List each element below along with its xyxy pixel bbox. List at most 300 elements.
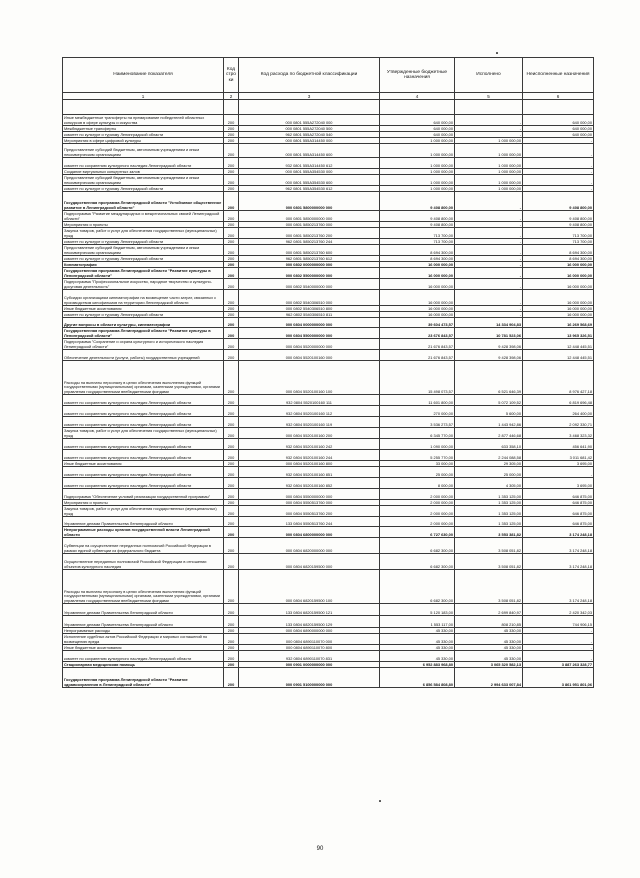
expense-code: 000 0804 6820159500 000: [239, 554, 380, 570]
expense-code: 133 0804 6820159500 129: [239, 616, 380, 628]
column-number: 3: [239, 93, 380, 100]
remaining-amount: 9 408 800,00: [523, 192, 594, 211]
indicator-name: комитет по сохранению культурного наследия Ленинградской области: [63, 417, 224, 428]
indicator-name: Иные бюджетные ассигнования: [63, 306, 224, 312]
line-code: 200: [224, 538, 239, 554]
expense-code: 962 0801 5850213760 244: [239, 239, 380, 245]
remaining-amount: 3 174 248,18: [523, 570, 594, 604]
line-code: 200: [224, 158, 239, 169]
remaining-amount: -: [523, 144, 594, 158]
expense-code: 000 0804 5520100160 000: [239, 350, 380, 361]
executed-amount: 6 521 646,39: [455, 361, 523, 395]
remaining-amount: 9 408 800,00: [523, 211, 594, 222]
indicator-name: комитет по культуре и туризму Ленинградской области: [63, 256, 224, 262]
header-approved: Утвержденные бюджетные назначения: [380, 58, 455, 93]
indicator-name: Предоставление субсидий бюджетным, автономным учреждениям и иным некоммерческим организациям: [63, 245, 224, 256]
executed-amount: -: [455, 211, 523, 222]
executed-amount: 10 781 523,06: [455, 328, 523, 339]
table-row: [63, 527, 594, 538]
table-row: [63, 417, 594, 428]
expense-code: 932 0804 5520100160 112: [239, 406, 380, 417]
line-code: 200: [224, 312, 239, 318]
indicator-name: Создание виртуальных концертных залов: [63, 169, 224, 175]
expense-code: 932 0804 5520100160 111: [239, 395, 380, 406]
line-code: 200: [224, 186, 239, 192]
table-row: [63, 668, 594, 688]
line-code: 200: [224, 115, 239, 126]
approved-amount: 45 330,00: [380, 651, 455, 662]
remaining-amount: 16 000 000,00: [523, 290, 594, 306]
approved-amount: 16 000 000,00: [380, 262, 455, 268]
scan-speck: [496, 52, 498, 54]
executed-amount: -: [455, 306, 523, 312]
indicator-name: комитет по сохранению культурного наследия Ленинградской области: [63, 651, 224, 662]
remaining-amount: -: [523, 186, 594, 192]
approved-amount: 713 700,00: [380, 228, 455, 239]
remaining-amount: -: [523, 645, 594, 651]
expense-code: 000 0801 555A314450 600: [239, 144, 380, 158]
expense-code: 133 0804 6820159500 121: [239, 604, 380, 616]
expense-code: 000 0804 5520000000 000: [239, 339, 380, 350]
expense-code: 000 0804 5550513760 200: [239, 506, 380, 517]
executed-amount: 3 508 051,82: [455, 570, 523, 604]
indicator-name: комитет по культуре и туризму Ленинградской области: [63, 186, 224, 192]
indicator-name: Обеспечение деятельности (услуги, работы) государственных учреждений: [63, 350, 224, 361]
expense-code: 000 0804 0000000000 000: [239, 318, 380, 328]
executed-amount: 1 000 000,00: [455, 158, 523, 169]
expense-code: 000 0802 5540306510 800: [239, 306, 380, 312]
executed-amount: 2 877 446,68: [455, 428, 523, 439]
header-executed: Исполнено: [455, 58, 523, 93]
remaining-amount: 3 174 248,18: [523, 554, 594, 570]
indicator-name: комитет по сохранению культурного наследия Ленинградской области: [63, 439, 224, 450]
expense-code: 962 0801 555A354530 612: [239, 186, 380, 192]
remaining-amount: 16 000 000,00: [523, 306, 594, 312]
approved-amount: 1 000 000,00: [380, 158, 455, 169]
expense-code: 932 0801 555A314450 612: [239, 158, 380, 169]
approved-amount: 2 000 000,00: [380, 506, 455, 517]
expense-code: 000 0901 5100000000 000: [239, 668, 380, 688]
table-row: [63, 651, 594, 662]
approved-amount: 39 604 473,57: [380, 318, 455, 328]
table-row: [63, 361, 594, 395]
expense-code: 000 0804 5550000000 000: [239, 489, 380, 500]
indicator-name: Кинематография: [63, 262, 224, 268]
expense-code: 000 0804 6890000000 000: [239, 628, 380, 634]
approved-amount: 6 682 300,00: [380, 554, 455, 570]
indicator-name: Управление делами Правительства Ленинградской области: [63, 604, 224, 616]
approved-amount: 8 694 300,00: [380, 245, 455, 256]
remaining-amount: 744 906,15: [523, 616, 594, 628]
line-code: 200: [224, 527, 239, 538]
page-number: 90: [316, 846, 324, 852]
approved-amount: 9 408 800,00: [380, 192, 455, 211]
line-code: 200: [224, 439, 239, 450]
indicator-name: комитет по культуре и туризму Ленинградской области: [63, 239, 224, 245]
executed-amount: 5 600,00: [455, 406, 523, 417]
line-code: 200: [224, 662, 239, 668]
approved-amount: 1 553 117,00: [380, 616, 455, 628]
approved-amount: 3 536 273,57: [380, 417, 455, 428]
indicator-name: Стационарная медицинская помощь: [63, 662, 224, 668]
remaining-amount: 3 468 323,32: [523, 428, 594, 439]
expense-code: 000 0801 555A354530 600: [239, 175, 380, 186]
line-code: 200: [224, 651, 239, 662]
executed-amount: 45 330,00: [455, 645, 523, 651]
expense-code: 000 0804 6800000000 000: [239, 527, 380, 538]
approved-amount: 16 000 000,00: [380, 312, 455, 318]
remaining-amount: 3 011 681,42: [523, 450, 594, 461]
executed-amount: 3 508 051,82: [455, 554, 523, 570]
line-code: 200: [224, 428, 239, 439]
remaining-amount: 264 400,00: [523, 406, 594, 417]
executed-amount: 45 330,00: [455, 628, 523, 634]
table-row: [63, 268, 594, 279]
remaining-amount: 16 000 000,00: [523, 268, 594, 279]
line-code: 200: [224, 478, 239, 489]
executed-amount: -: [455, 290, 523, 306]
remaining-amount: 16 000 000,00: [523, 279, 594, 290]
indicator-name: комитет по сохранению культурного наследия Ленинградской области: [63, 450, 224, 461]
line-code: 200: [224, 239, 239, 245]
column-number: 6: [523, 93, 594, 100]
expense-code: 000 0801 5850213760 600: [239, 245, 380, 256]
remaining-amount: 646 875,00: [523, 489, 594, 500]
executed-amount: 1 353 125,00: [455, 517, 523, 527]
executed-amount: 3 553 381,82: [455, 527, 523, 538]
executed-amount: -: [455, 256, 523, 262]
indicator-name: Государственная программа Ленинградской области "Развитие культуры в Ленинградской области": [63, 268, 224, 279]
expense-code: 000 0804 5520100160 100: [239, 361, 380, 395]
indicator-name: Непрограммные расходы: [63, 628, 224, 634]
indicator-name: Предоставление субсидий бюджетным, автономным учреждениям и иным некоммерческим организациям: [63, 175, 224, 186]
expense-code: 000 0804 5500000000 000: [239, 328, 380, 339]
line-code: 200: [224, 169, 239, 175]
indicator-name: Подпрограмма "Профессиональное искусство, народное творчество и культурно-досуговая деятельность": [63, 279, 224, 290]
approved-amount: 6 345 770,00: [380, 428, 455, 439]
line-code: 200: [224, 144, 239, 158]
approved-amount: 640 000,00: [380, 132, 455, 138]
executed-amount: -: [455, 262, 523, 268]
remaining-amount: 713 700,00: [523, 228, 594, 239]
indicator-name: Мероприятия и проекты: [63, 222, 224, 228]
spacer-row: [63, 100, 594, 115]
column-number: 4: [380, 93, 455, 100]
indicator-name: Мероприятия и проекты: [63, 500, 224, 506]
approved-amount: 9 408 800,00: [380, 211, 455, 222]
table-row: [63, 450, 594, 461]
indicator-name: комитет по сохранению культурного наследия Ленинградской области: [63, 478, 224, 489]
remaining-amount: -: [523, 651, 594, 662]
approved-amount: 21 676 843,57: [380, 339, 455, 350]
approved-amount: 45 330,00: [380, 634, 455, 645]
line-code: 200: [224, 126, 239, 132]
remaining-amount: -: [523, 158, 594, 169]
indicator-name: Межбюджетные трансферты: [63, 126, 224, 132]
line-code: 200: [224, 506, 239, 517]
approved-amount: 6 856 584 808,80: [380, 668, 455, 688]
line-code: 200: [224, 645, 239, 651]
remaining-amount: 3 174 248,18: [523, 527, 594, 538]
indicator-name: Расходы на выплаты персоналу в целях обеспечения выполнения функций государственными (муниципальными) органами, казенными учреждениями, органами управления государственными внебюджетными фондами: [63, 570, 224, 604]
remaining-amount: 640 000,00: [523, 132, 594, 138]
remaining-amount: 6 819 696,48: [523, 395, 594, 406]
indicator-name: комитет по сохранению культурного наследия Ленинградской области: [63, 406, 224, 417]
indicator-name: Подпрограмма "Развитие международных и межрегиональных связей Ленинградской области": [63, 211, 224, 222]
indicator-name: Исполнение судебных актов Российской Федерации и мировых соглашений по возмещению вреда: [63, 634, 224, 645]
expense-code: 932 0804 5520100160 852: [239, 478, 380, 489]
table-row: [63, 395, 594, 406]
remaining-amount: 16 000 000,00: [523, 312, 594, 318]
expense-code: 000 0804 6890110070 800: [239, 645, 380, 651]
line-code: 200: [224, 668, 239, 688]
line-code: 200: [224, 318, 239, 328]
indicator-name: Государственная программа Ленинградской области "Развитие культуры в Ленинградской области": [63, 328, 224, 339]
table-row: [63, 554, 594, 570]
expense-code: 000 0801 5850213760 200: [239, 228, 380, 239]
expense-code: 000 0801 555A272040 500: [239, 126, 380, 132]
executed-amount: 45 330,00: [455, 651, 523, 662]
table-row: [63, 406, 594, 417]
expense-code: 000 0801 555A354530 000: [239, 169, 380, 175]
expense-code: 000 0801 5850213760 000: [239, 222, 380, 228]
line-code: 200: [224, 132, 239, 138]
table-row: [63, 616, 594, 628]
executed-amount: 1 000 000,00: [455, 144, 523, 158]
remaining-amount: 3 695,00: [523, 478, 594, 489]
executed-amount: 2 699 840,97: [455, 604, 523, 616]
expense-code: 962 0801 5850213760 612: [239, 256, 380, 262]
approved-amount: 270 000,00: [380, 406, 455, 417]
executed-amount: -: [455, 279, 523, 290]
header-line-code: Код строки: [224, 58, 239, 93]
table-row: [63, 439, 594, 450]
indicator-name: Управление делами Правительства Ленинградской области: [63, 616, 224, 628]
column-number: 1: [63, 93, 224, 100]
remaining-amount: 8 976 427,18: [523, 361, 594, 395]
executed-amount: 1 000 000,00: [455, 175, 523, 186]
table-row: [63, 279, 594, 290]
approved-amount: 6 682 300,00: [380, 570, 455, 604]
table-row: [63, 290, 594, 306]
approved-amount: 1 000 000,00: [380, 186, 455, 192]
table-row: [63, 318, 594, 328]
line-code: 200: [224, 461, 239, 467]
table-row: [63, 478, 594, 489]
executed-amount: -: [455, 245, 523, 256]
executed-amount: -: [455, 228, 523, 239]
table-row: [63, 115, 594, 126]
expense-code: 000 0802 5540306510 000: [239, 290, 380, 306]
executed-amount: -: [455, 268, 523, 279]
remaining-amount: -: [523, 467, 594, 478]
approved-amount: 713 700,00: [380, 239, 455, 245]
indicator-name: Закупка товаров, работ и услуг для обеспечения государственных (муниципальных) нужд: [63, 428, 224, 439]
expense-code: 133 0804 5550513760 244: [239, 517, 380, 527]
table-row: [63, 467, 594, 478]
indicator-name: Иные межбюджетные трансферты на премирование победителей областных конкурсов в сфере культуры и искусства: [63, 115, 224, 126]
budget-execution-table: [62, 57, 594, 688]
indicator-name: Расходы на выплаты персоналу в целях обеспечения выполнения функций государственными (муниципальными) органами, казенными учреждениями, органами управления государственными внебюджетными фондами: [63, 361, 224, 395]
executed-amount: 1 353 125,00: [455, 500, 523, 506]
executed-amount: 1 000 000,00: [455, 186, 523, 192]
executed-amount: 1 443 942,86: [455, 417, 523, 428]
table-row: [63, 506, 594, 517]
approved-amount: 6 682 300,00: [380, 538, 455, 554]
line-code: 200: [224, 192, 239, 211]
line-code: 200: [224, 361, 239, 395]
expense-code: 932 0804 5520100160 119: [239, 417, 380, 428]
indicator-name: Другие вопросы в области культуры, кинематографии: [63, 318, 224, 328]
line-code: 200: [224, 406, 239, 417]
approved-amount: 25 000,00: [380, 467, 455, 478]
line-code: 200: [224, 604, 239, 616]
indicator-name: комитет по культуре и туризму Ленинградской области: [63, 312, 224, 318]
column-number: 2: [224, 93, 239, 100]
expense-code: 962 0801 555A272040 540: [239, 132, 380, 138]
indicator-name: Подпрограмма "Обеспечение условий реализации государственной программы": [63, 489, 224, 500]
approved-amount: 11 601 800,00: [380, 395, 455, 406]
remaining-amount: 456 641,90: [523, 439, 594, 450]
approved-amount: 2 000 000,00: [380, 489, 455, 500]
table-row: [63, 192, 594, 211]
line-code: 200: [224, 517, 239, 527]
indicator-name: комитет по культуре и туризму Ленинградской области: [63, 132, 224, 138]
table-row: [63, 245, 594, 256]
executed-amount: 4 305,00: [455, 478, 523, 489]
indicator-name: Подпрограмма "Сохранение и охрана культурного и исторического наследия Ленинградской области": [63, 339, 224, 350]
executed-amount: 808 210,85: [455, 616, 523, 628]
approved-amount: 8 694 300,00: [380, 256, 455, 262]
remaining-amount: 13 965 326,51: [523, 328, 594, 339]
approved-amount: 1 000 000,00: [380, 138, 455, 144]
remaining-amount: -: [523, 138, 594, 144]
indicator-name: Государственная программа Ленинградской области "Развитие здравоохранения в Ленинградской области": [63, 668, 224, 688]
expense-code: 932 0804 5520100160 851: [239, 467, 380, 478]
line-code: 200: [224, 138, 239, 144]
expense-code: 000 0801 5850000000 000: [239, 211, 380, 222]
indicator-name: Предоставление субсидий бюджетным, автономным учреждениям и иным некоммерческим организациям: [63, 144, 224, 158]
table-row: [63, 228, 594, 239]
line-code: 200: [224, 328, 239, 339]
line-code: 200: [224, 339, 239, 350]
line-code: 200: [224, 554, 239, 570]
executed-amount: -: [455, 115, 523, 126]
remaining-amount: 3 695,00: [523, 461, 594, 467]
indicator-name: Иные бюджетные ассигнования: [63, 461, 224, 467]
approved-amount: 16 000 000,00: [380, 306, 455, 312]
approved-amount: 15 498 073,57: [380, 361, 455, 395]
expense-code: 000 0801 5800000000 000: [239, 192, 380, 211]
approved-amount: 45 330,00: [380, 645, 455, 651]
approved-amount: 8 000,00: [380, 478, 455, 489]
line-code: 200: [224, 489, 239, 500]
table-row: [63, 538, 594, 554]
executed-amount: 9 428 398,06: [455, 350, 523, 361]
table-row: [63, 144, 594, 158]
line-code: 200: [224, 500, 239, 506]
expense-code: 000 0802 5540000000 000: [239, 279, 380, 290]
expense-code: 000 0804 6890110070 000: [239, 634, 380, 645]
table-row: [63, 604, 594, 616]
approved-amount: 1 000 000,00: [380, 144, 455, 158]
approved-amount: 2 000 000,00: [380, 517, 455, 527]
executed-amount: 14 334 904,83: [455, 318, 523, 328]
remaining-amount: 12 448 445,51: [523, 350, 594, 361]
remaining-amount: 640 000,00: [523, 126, 594, 132]
line-code: 200: [224, 350, 239, 361]
approved-amount: 21 676 843,57: [380, 350, 455, 361]
indicator-name: Государственная программа Ленинградской области "Устойчивое общественное развитие в Ленинградской области": [63, 192, 224, 211]
remaining-amount: 2 420 342,03: [523, 604, 594, 616]
line-code: 200: [224, 222, 239, 228]
indicator-name: Непрограммные расходы органов государственной власти Ленинградской области: [63, 527, 224, 538]
table-row: [63, 158, 594, 169]
table-row: [63, 517, 594, 527]
line-code: 200: [224, 279, 239, 290]
executed-amount: 29 305,00: [455, 461, 523, 467]
table-row: [63, 489, 594, 500]
table-row: [63, 211, 594, 222]
remaining-amount: -: [523, 169, 594, 175]
approved-amount: 5 255 770,00: [380, 450, 455, 461]
table-row: [63, 186, 594, 192]
executed-amount: 9 428 398,06: [455, 339, 523, 350]
line-code: 200: [224, 262, 239, 268]
indicator-name: Управление делами Правительства Ленинградской области: [63, 517, 224, 527]
approved-amount: 6 727 630,00: [380, 527, 455, 538]
expense-code: 932 0804 5520100160 244: [239, 450, 380, 461]
approved-amount: 33 000,00: [380, 461, 455, 467]
approved-amount: 16 000 000,00: [380, 290, 455, 306]
table-row: [63, 175, 594, 186]
remaining-amount: 2 092 330,71: [523, 417, 594, 428]
expense-code: 000 0804 6820159500 100: [239, 570, 380, 604]
line-code: 200: [224, 570, 239, 604]
table-row: [63, 634, 594, 645]
line-code: 200: [224, 417, 239, 428]
indicator-name: Субвенции на осуществление переданных полномочий Российской Федерации в рамках единой субвенции из федерального бюджета: [63, 538, 224, 554]
indicator-name: Иные бюджетные ассигнования: [63, 645, 224, 651]
table-row: [63, 339, 594, 350]
remaining-amount: 640 000,00: [523, 115, 594, 126]
executed-amount: 633 358,10: [455, 439, 523, 450]
remaining-amount: 16 269 568,69: [523, 318, 594, 328]
approved-amount: 16 000 000,00: [380, 279, 455, 290]
remaining-amount: 8 694 300,00: [523, 245, 594, 256]
remaining-amount: 3 887 263 328,77: [523, 662, 594, 668]
scan-speck: [379, 800, 381, 802]
expense-code: 000 0804 5520100160 800: [239, 461, 380, 467]
remaining-amount: -: [523, 175, 594, 186]
line-code: 200: [224, 228, 239, 239]
approved-amount: 6 952 883 968,80: [380, 662, 455, 668]
executed-amount: 1 000 000,00: [455, 138, 523, 144]
line-code: 200: [224, 245, 239, 256]
executed-amount: 1 353 125,00: [455, 489, 523, 500]
expense-code: 000 0804 5520100160 200: [239, 428, 380, 439]
approved-amount: 1 000 000,00: [380, 169, 455, 175]
remaining-amount: -: [523, 628, 594, 634]
executed-amount: 3 065 320 582,13: [455, 662, 523, 668]
executed-amount: -: [455, 132, 523, 138]
remaining-amount: 12 448 445,51: [523, 339, 594, 350]
executed-amount: -: [455, 312, 523, 318]
line-code: 200: [224, 256, 239, 262]
expense-code: 000 0804 6820000000 000: [239, 538, 380, 554]
line-code: 200: [224, 395, 239, 406]
indicator-name: комитет по сохранению культурного наследия Ленинградской области: [63, 395, 224, 406]
